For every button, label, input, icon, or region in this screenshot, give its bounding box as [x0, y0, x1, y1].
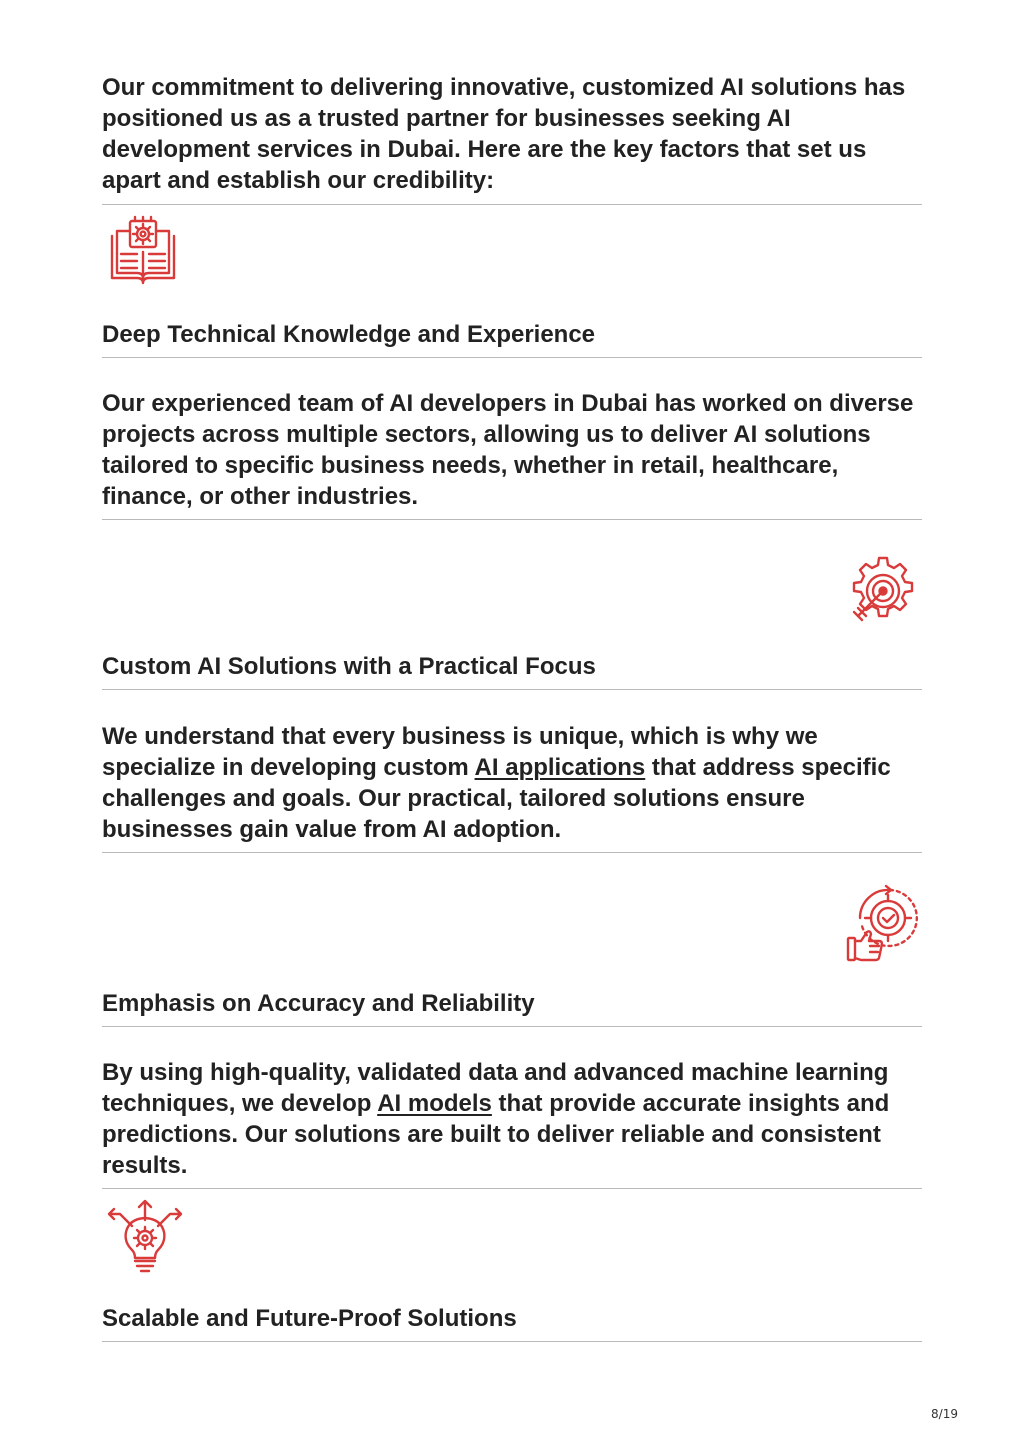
intro-paragraph: Our commitment to delivering innovative, customized AI solutions has positioned us as a trusted partner for businesses seeking AI development services in Dubai. Here are the key factors that set us apart and establish our credibility: [102, 74, 906, 194]
section-heading: Emphasis on Accuracy and Reliability [102, 990, 535, 1017]
divider [102, 357, 922, 358]
body-text: By using high-quality, validated data and advanced machine learning techniques, we develop [102, 1059, 889, 1117]
section-heading: Deep Technical Knowledge and Experience [102, 321, 596, 348]
section-body [102, 721, 922, 845]
body-text: that provide accurate insights and predictions. Our solutions are built to deliver reliable and consistent results. [102, 1090, 890, 1179]
target-thumbs-up-icon [840, 884, 920, 968]
body-text: We understand that every business is unique, which is why we specialize in developing custom [102, 723, 818, 781]
ai-book-gear-icon [106, 214, 180, 290]
ai-applications-link[interactable]: AI applications [474, 754, 646, 781]
section-heading: Scalable and Future-Proof Solutions [102, 1305, 517, 1332]
divider [102, 1026, 922, 1027]
body-text: that address specific challenges and goals. Our practical, tailored solutions ensure businesses gain value from AI adoption. [102, 754, 891, 843]
divider [102, 1341, 922, 1342]
page-number: 8/19 [931, 1407, 958, 1421]
divider [102, 852, 922, 853]
target-gear-icon [846, 554, 920, 628]
divider [102, 689, 922, 690]
section-body [102, 1057, 922, 1181]
section-heading: Custom AI Solutions with a Practical Focus [102, 653, 596, 680]
divider [102, 519, 922, 520]
divider [102, 1188, 922, 1189]
lightbulb-gear-arrows-icon [106, 1198, 184, 1274]
divider [102, 204, 922, 205]
ai-models-link[interactable]: AI models [377, 1090, 492, 1117]
section-body: Our experienced team of AI developers in Dubai has worked on diverse projects across multiple sectors, allowing us to deliver AI solutions tailored to specific business needs, whether in retail, healthcare, finance, or other industries. [102, 390, 914, 510]
